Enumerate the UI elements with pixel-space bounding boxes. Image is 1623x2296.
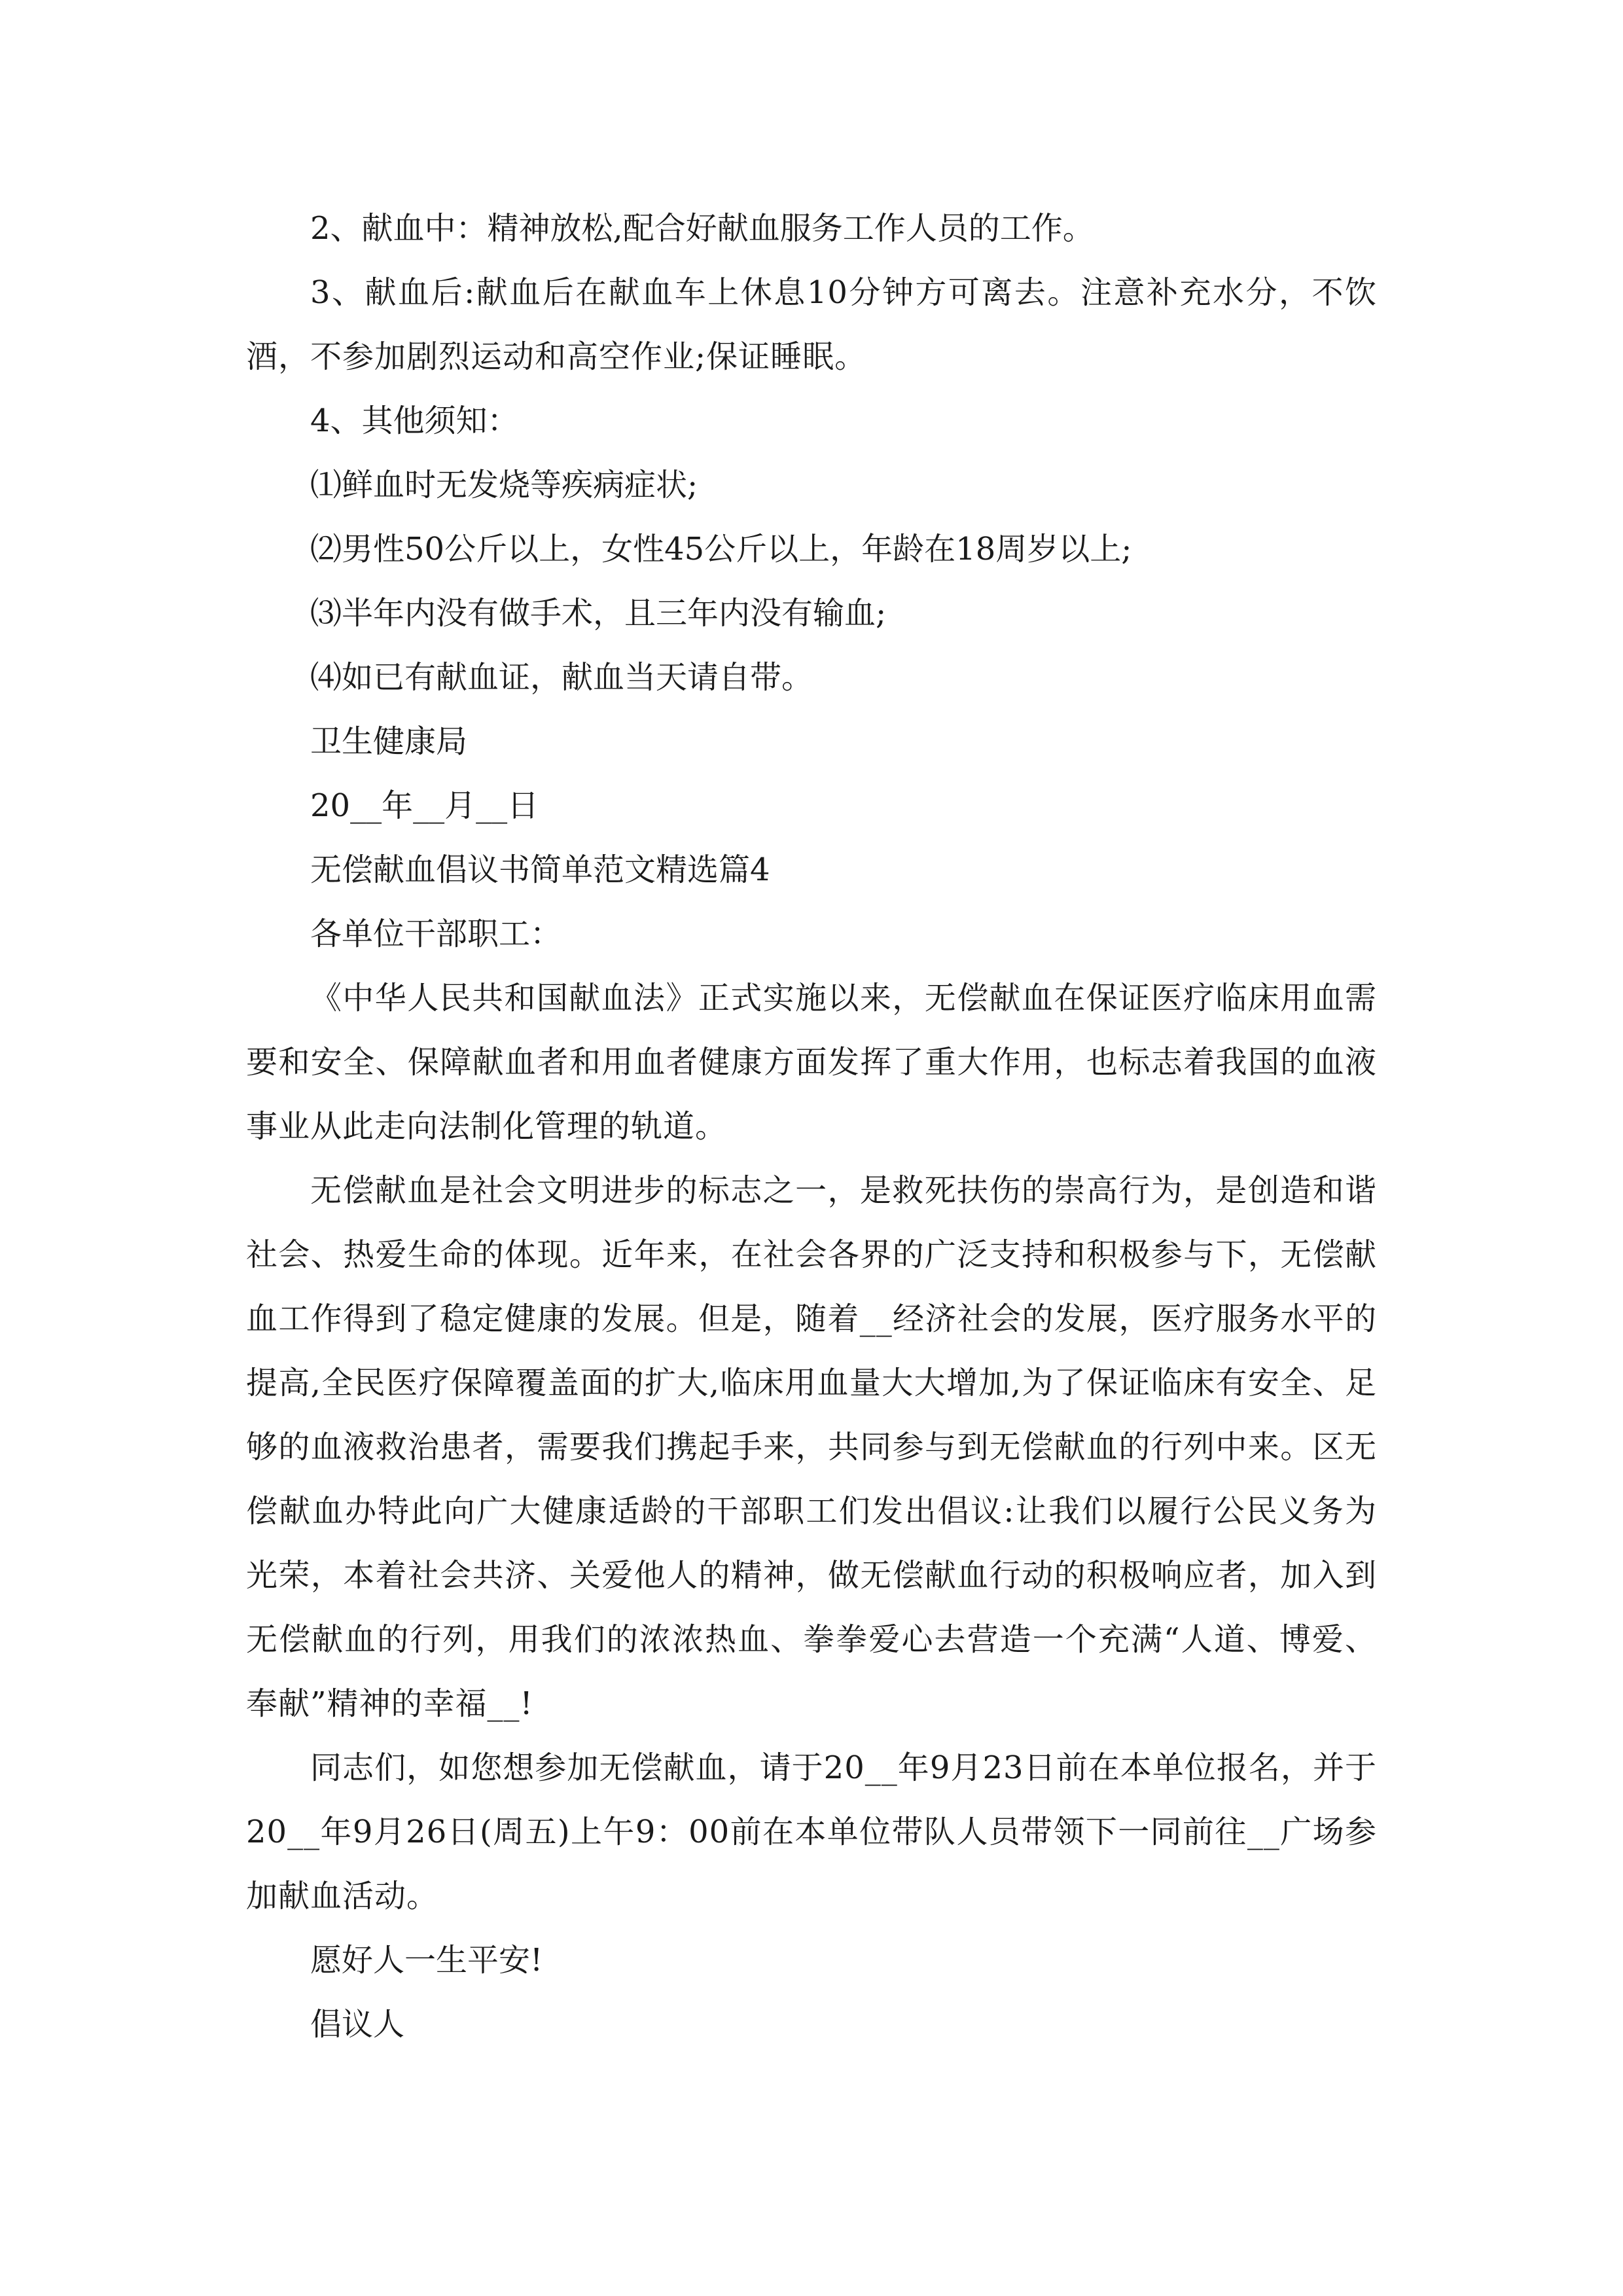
salutation: 各单位干部职工：: [310, 916, 562, 952]
item-during-donation: 2、献血中：精神放松,配合好献血服务工作人员的工作。: [310, 210, 1094, 247]
document-body: [246, 196, 1377, 2056]
paragraph-registration: 同志们，如您想参加无偿献血，请于20__年9月23日前在本单位报名，并于20__年9月26日(周五)上午9：00前在本单位带队人员带领下一同前往__广场参加献血活动。: [246, 1749, 1377, 1914]
signature-organization: 卫生健康局: [310, 723, 468, 760]
section-title: 无偿献血倡议书简单范文精选篇4: [310, 852, 770, 888]
note-item-4: ⑷如已有献血证，献血当天请自带。: [310, 659, 813, 696]
paragraph-initiative: 无偿献血是社会文明进步的标志之一，是救死扶伤的崇高行为，是创造和谐社会、热爱生命的体现。近年来，在社会各界的广泛支持和积极参与下，无偿献血工作得到了稳定健康的发展。但是，随着__经济社会的发展，医疗服务水平的提高,全民医疗保障覆盖面的扩大,临床用血量大大增加,为了保证临床有安全、足够的血液救治患者，需要我们携起手来，共同参与到无偿献血的行列中来。区无偿献血办特此向广大健康适龄的干部职工们发出倡议:让我们以履行公民义务为光荣，本着社会共济、关爱他人的精神，做无偿献血行动的积极响应者，加入到无偿献血的行列，用我们的浓浓热血、拳拳爱心去营造一个充满“人道、博爱、奉献”精神的幸福__!: [246, 1172, 1377, 1722]
initiator-label: 倡议人: [310, 2006, 405, 2043]
note-item-3: ⑶半年内没有做手术，且三年内没有输血;: [310, 595, 887, 632]
item-after-donation: 3、献血后:献血后在献血车上休息10分钟方可离去。注意补充水分，不饮酒，不参加剧烈运动和高空作业;保证睡眠。: [246, 274, 1377, 375]
signature-date: 20__年__月__日: [310, 787, 539, 824]
note-item-1: ⑴鲜血时无发烧等疾病症状;: [310, 467, 698, 503]
paragraph-law-intro: 《中华人民共和国献血法》正式实施以来，无偿献血在保证医疗临床用血需要和安全、保障献血者和用血者健康方面发挥了重大作用，也标志着我国的血液事业从此走向法制化管理的轨道。: [246, 980, 1377, 1145]
closing-wish: 愿好人一生平安!: [310, 1942, 543, 1979]
note-item-2: ⑵男性50公斤以上，女性45公斤以上，年龄在18周岁以上;: [310, 531, 1132, 567]
item-other-notes-title: 4、其他须知：: [310, 403, 519, 439]
